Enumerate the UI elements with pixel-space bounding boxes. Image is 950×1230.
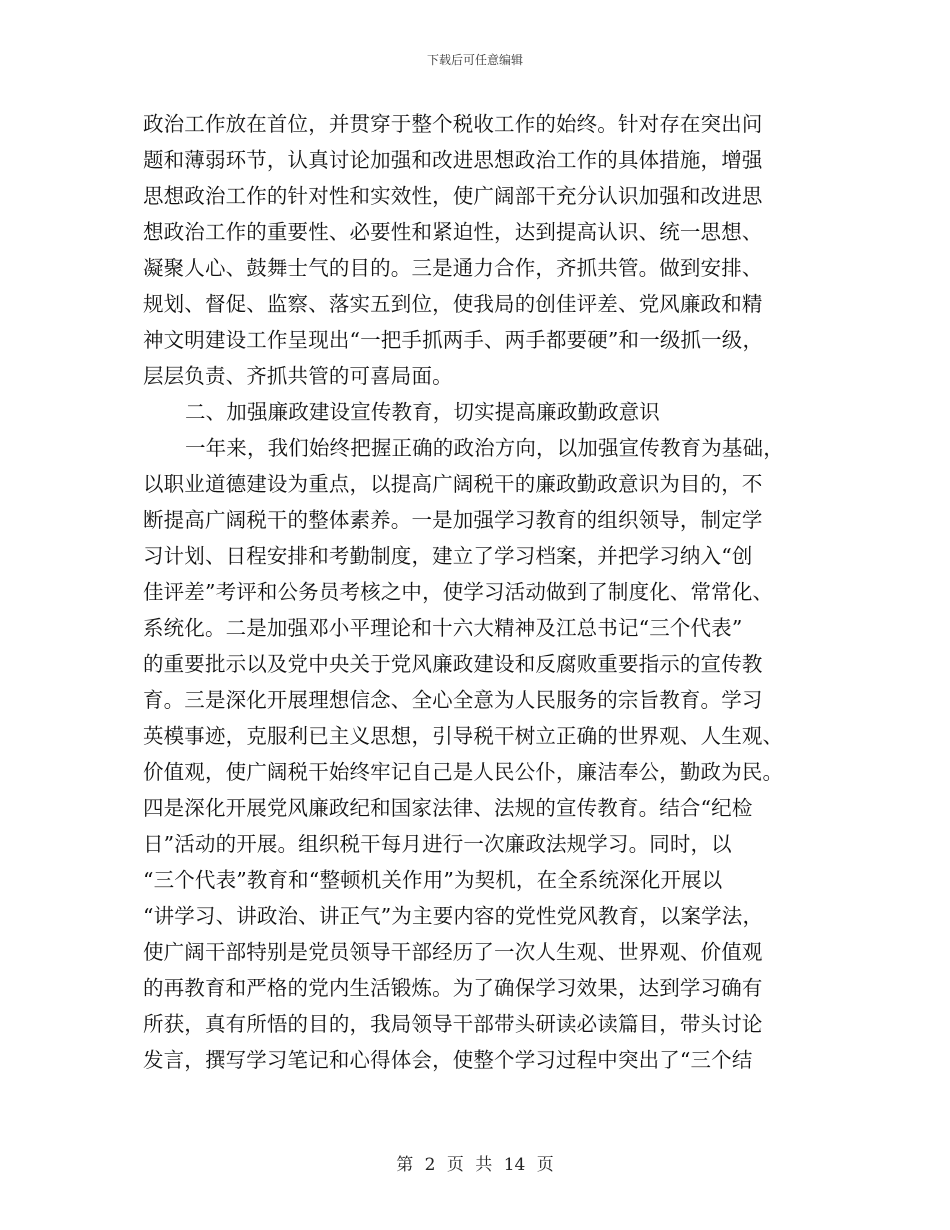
text-line: 日”活动的开展。组织税干每月进行一次廉政法规学习。同时，以 xyxy=(143,832,732,856)
text-line: 规划、督促、监察、落实五到位，使我局的创佳评差、党风廉政和精 xyxy=(143,292,763,316)
text-line: 佳评差”考评和公务员考核之中，使学习活动做到了制度化、常常化、 xyxy=(143,580,774,604)
text-line: 思想政治工作的针对性和实效性，使广阔部干充分认识加强和改进思 xyxy=(143,184,763,208)
document-body xyxy=(143,106,807,1078)
text-line: 系统化。二是加强邓小平理论和十六大精神及江总书记“三个代表” xyxy=(143,616,743,640)
text-line: 育。三是深化开展理想信念、全心全意为人民服务的宗旨教育。学习 xyxy=(143,688,763,712)
text-line: 发言，撰写学习笔记和心得体会，使整个学习过程中突出了“三个结 xyxy=(143,1048,753,1072)
text-line: 题和薄弱环节，认真讨论加强和改进思想政治工作的具体措施，增强 xyxy=(143,148,763,172)
text-line: “讲学习、讲政治、讲正气”为主要内容的党性党风教育，以案学法， xyxy=(143,904,764,928)
text-line: 所获，真有所悟的目的，我局领导干部带头研读必读篇目，带头讨论 xyxy=(143,1012,763,1036)
text-line: 一年来，我们始终把握正确的政治方向，以加强宣传教育为基础， xyxy=(185,436,784,460)
text-line: 习计划、日程安排和考勤制度，建立了学习档案，并把学习纳入“创 xyxy=(143,544,753,568)
header-note: 下载后可任意编辑 xyxy=(426,53,523,67)
text-line: 断提高广阔税干的整体素养。一是加强学习教育的组织领导，制定学 xyxy=(143,508,763,532)
text-line: 的再教育和严格的党内生活锻炼。为了确保学习效果，达到学习确有 xyxy=(143,976,763,1000)
text-line: 凝聚人心、鼓舞士气的目的。三是通力合作，齐抓共管。做到安排、 xyxy=(143,256,763,280)
page-number: 第 2 页 共 14 页 xyxy=(396,1155,554,1175)
section-heading: 二、加强廉政建设宣传教育，切实提高廉政勤政意识 xyxy=(185,400,660,424)
text-line: 以职业道德建设为重点，以提高广阔税干的廉政勤政意识为目的，不 xyxy=(143,472,763,496)
text-line: 层层负责、齐抓共管的可喜局面。 xyxy=(143,364,453,388)
text-line: 的重要批示以及党中央关于党风廉政建设和反腐败重要指示的宣传教 xyxy=(143,652,763,676)
text-line: “三个代表”教育和“整顿机关作用”为契机，在全系统深化开展以 xyxy=(143,868,723,892)
text-line: 使广阔干部特别是党员领导干部经历了一次人生观、世界观、价值观 xyxy=(143,940,763,964)
text-line: 英模事迹，克服利已主义思想，引导税干树立正确的世界观、人生观、 xyxy=(143,724,784,748)
text-line: 神文明建设工作呈现出“一把手抓两手、两手都要硬”和一级抓一级， xyxy=(143,328,764,352)
text-line: 四是深化开展党风廉政纪和国家法律、法规的宣传教育。结合“纪检 xyxy=(143,796,753,820)
text-line: 想政治工作的重要性、必要性和紧迫性，达到提高认识、统一思想、 xyxy=(143,220,763,244)
text-line: 政治工作放在首位，并贯穿于整个税收工作的始终。针对存在突出问 xyxy=(143,112,763,136)
text-line: 价值观，使广阔税干始终牢记自己是人民公仆，廉洁奉公，勤政为民。 xyxy=(143,760,784,784)
